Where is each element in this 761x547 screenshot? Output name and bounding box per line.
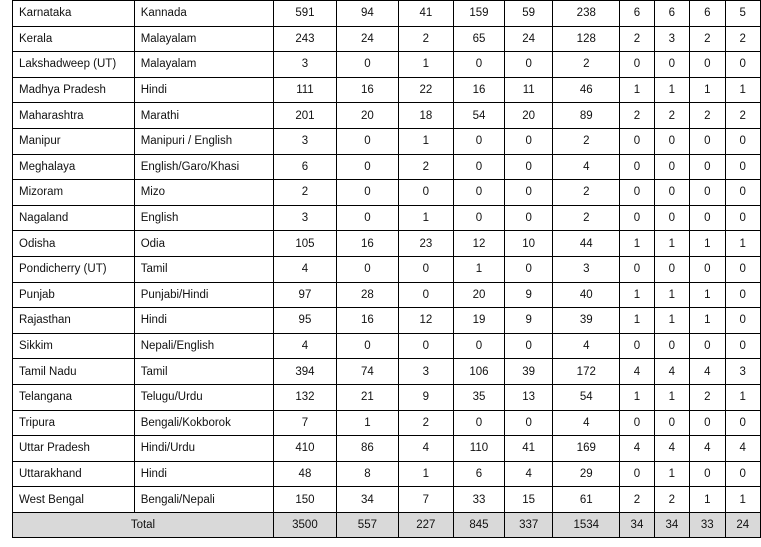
value-cell: 29 xyxy=(553,461,620,487)
language-cell: Hindi/Urdu xyxy=(134,436,273,462)
language-cell: Tamil xyxy=(134,359,273,385)
value-cell: 1 xyxy=(620,282,654,308)
value-cell: 0 xyxy=(654,154,689,180)
value-cell: 0 xyxy=(336,128,398,154)
language-cell: Hindi xyxy=(134,308,273,334)
table-row xyxy=(13,256,761,282)
language-cell: Bengali/Nepali xyxy=(134,487,273,513)
value-cell: 106 xyxy=(453,359,504,385)
value-cell: 0 xyxy=(690,154,725,180)
state-cell: Uttarakhand xyxy=(13,461,135,487)
state-cell: Uttar Pradesh xyxy=(13,436,135,462)
value-cell: 0 xyxy=(336,52,398,78)
value-cell: 1 xyxy=(654,231,689,257)
value-cell: 0 xyxy=(505,180,553,206)
value-cell: 2 xyxy=(553,128,620,154)
value-cell: 0 xyxy=(398,282,453,308)
value-cell: 0 xyxy=(690,333,725,359)
value-cell: 2 xyxy=(620,487,654,513)
total-value-cell: 33 xyxy=(690,512,725,538)
value-cell: 7 xyxy=(273,410,336,436)
language-cell: Bengali/Kokborok xyxy=(134,410,273,436)
value-cell: 97 xyxy=(273,282,336,308)
value-cell: 110 xyxy=(453,436,504,462)
value-cell: 243 xyxy=(273,26,336,52)
value-cell: 23 xyxy=(398,231,453,257)
value-cell: 34 xyxy=(336,487,398,513)
value-cell: 4 xyxy=(690,436,725,462)
value-cell: 201 xyxy=(273,103,336,129)
value-cell: 0 xyxy=(690,461,725,487)
value-cell: 0 xyxy=(620,333,654,359)
value-cell: 0 xyxy=(336,256,398,282)
value-cell: 0 xyxy=(654,52,689,78)
table-row xyxy=(13,333,761,359)
language-cell: Malayalam xyxy=(134,26,273,52)
value-cell: 2 xyxy=(273,180,336,206)
total-value-cell: 1534 xyxy=(553,512,620,538)
state-cell: Meghalaya xyxy=(13,154,135,180)
value-cell: 2 xyxy=(553,52,620,78)
table-row xyxy=(13,1,761,27)
state-cell: West Bengal xyxy=(13,487,135,513)
value-cell: 0 xyxy=(690,205,725,231)
value-cell: 3 xyxy=(725,359,760,385)
language-cell: Mizo xyxy=(134,180,273,206)
value-cell: 2 xyxy=(398,154,453,180)
value-cell: 0 xyxy=(725,333,760,359)
value-cell: 3 xyxy=(273,205,336,231)
total-label: Total xyxy=(13,512,274,538)
value-cell: 0 xyxy=(725,52,760,78)
table-row xyxy=(13,231,761,257)
table-row xyxy=(13,52,761,78)
value-cell: 0 xyxy=(398,333,453,359)
value-cell: 33 xyxy=(453,487,504,513)
value-cell: 132 xyxy=(273,384,336,410)
value-cell: 1 xyxy=(398,128,453,154)
table-row xyxy=(13,205,761,231)
total-value-cell: 227 xyxy=(398,512,453,538)
value-cell: 0 xyxy=(620,180,654,206)
state-cell: Tripura xyxy=(13,410,135,436)
state-cell: Rajasthan xyxy=(13,308,135,334)
value-cell: 4 xyxy=(273,256,336,282)
value-cell: 10 xyxy=(505,231,553,257)
value-cell: 6 xyxy=(690,1,725,27)
value-cell: 0 xyxy=(725,410,760,436)
value-cell: 48 xyxy=(273,461,336,487)
value-cell: 1 xyxy=(398,205,453,231)
value-cell: 0 xyxy=(725,461,760,487)
state-cell: Nagaland xyxy=(13,205,135,231)
value-cell: 6 xyxy=(273,154,336,180)
table-row xyxy=(13,436,761,462)
value-cell: 9 xyxy=(505,308,553,334)
value-cell: 16 xyxy=(336,231,398,257)
value-cell: 39 xyxy=(505,359,553,385)
value-cell: 1 xyxy=(453,256,504,282)
value-cell: 20 xyxy=(453,282,504,308)
value-cell: 18 xyxy=(398,103,453,129)
value-cell: 4 xyxy=(505,461,553,487)
value-cell: 0 xyxy=(453,333,504,359)
value-cell: 21 xyxy=(336,384,398,410)
state-cell: Lakshadweep (UT) xyxy=(13,52,135,78)
value-cell: 0 xyxy=(505,205,553,231)
value-cell: 0 xyxy=(398,256,453,282)
value-cell: 41 xyxy=(505,436,553,462)
value-cell: 2 xyxy=(654,103,689,129)
value-cell: 65 xyxy=(453,26,504,52)
value-cell: 12 xyxy=(453,231,504,257)
value-cell: 0 xyxy=(398,180,453,206)
table-row xyxy=(13,154,761,180)
value-cell: 0 xyxy=(654,410,689,436)
value-cell: 128 xyxy=(553,26,620,52)
state-cell: Maharashtra xyxy=(13,103,135,129)
state-cell: Odisha xyxy=(13,231,135,257)
value-cell: 15 xyxy=(505,487,553,513)
table-row xyxy=(13,77,761,103)
value-cell: 0 xyxy=(690,52,725,78)
value-cell: 35 xyxy=(453,384,504,410)
value-cell: 0 xyxy=(620,410,654,436)
value-cell: 16 xyxy=(336,308,398,334)
value-cell: 24 xyxy=(505,26,553,52)
table-row xyxy=(13,308,761,334)
value-cell: 2 xyxy=(553,205,620,231)
value-cell: 0 xyxy=(725,308,760,334)
value-cell: 4 xyxy=(553,154,620,180)
total-value-cell: 845 xyxy=(453,512,504,538)
value-cell: 4 xyxy=(725,436,760,462)
language-cell: Hindi xyxy=(134,461,273,487)
value-cell: 1 xyxy=(654,282,689,308)
value-cell: 159 xyxy=(453,1,504,27)
value-cell: 86 xyxy=(336,436,398,462)
value-cell: 0 xyxy=(453,410,504,436)
value-cell: 0 xyxy=(725,205,760,231)
value-cell: 0 xyxy=(505,52,553,78)
value-cell: 4 xyxy=(553,410,620,436)
value-cell: 0 xyxy=(654,256,689,282)
table-row xyxy=(13,461,761,487)
value-cell: 0 xyxy=(336,154,398,180)
language-cell: Odia xyxy=(134,231,273,257)
language-cell: Manipuri / English xyxy=(134,128,273,154)
table-row xyxy=(13,26,761,52)
value-cell: 4 xyxy=(654,359,689,385)
value-cell: 2 xyxy=(620,26,654,52)
value-cell: 1 xyxy=(725,487,760,513)
state-cell: Punjab xyxy=(13,282,135,308)
value-cell: 0 xyxy=(505,154,553,180)
value-cell: 20 xyxy=(505,103,553,129)
value-cell: 4 xyxy=(273,333,336,359)
value-cell: 0 xyxy=(620,461,654,487)
table-row xyxy=(13,410,761,436)
table-row xyxy=(13,103,761,129)
table-row xyxy=(13,128,761,154)
value-cell: 169 xyxy=(553,436,620,462)
value-cell: 59 xyxy=(505,1,553,27)
value-cell: 1 xyxy=(620,308,654,334)
value-cell: 0 xyxy=(453,52,504,78)
value-cell: 2 xyxy=(690,26,725,52)
value-cell: 2 xyxy=(553,180,620,206)
value-cell: 24 xyxy=(336,26,398,52)
state-cell: Telangana xyxy=(13,384,135,410)
total-value-cell: 34 xyxy=(620,512,654,538)
value-cell: 1 xyxy=(620,384,654,410)
value-cell: 40 xyxy=(553,282,620,308)
value-cell: 13 xyxy=(505,384,553,410)
value-cell: 0 xyxy=(505,128,553,154)
value-cell: 0 xyxy=(654,180,689,206)
value-cell: 0 xyxy=(654,333,689,359)
value-cell: 0 xyxy=(725,154,760,180)
table-row xyxy=(13,487,761,513)
value-cell: 1 xyxy=(654,384,689,410)
value-cell: 89 xyxy=(553,103,620,129)
language-cell: Kannada xyxy=(134,1,273,27)
language-cell: Hindi xyxy=(134,77,273,103)
value-cell: 11 xyxy=(505,77,553,103)
value-cell: 2 xyxy=(725,103,760,129)
total-value-cell: 24 xyxy=(725,512,760,538)
value-cell: 44 xyxy=(553,231,620,257)
value-cell: 9 xyxy=(398,384,453,410)
total-value-cell: 34 xyxy=(654,512,689,538)
state-cell: Mizoram xyxy=(13,180,135,206)
value-cell: 1 xyxy=(690,231,725,257)
value-cell: 0 xyxy=(336,205,398,231)
language-cell: English/Garo/Khasi xyxy=(134,154,273,180)
value-cell: 94 xyxy=(336,1,398,27)
value-cell: 1 xyxy=(398,461,453,487)
value-cell: 410 xyxy=(273,436,336,462)
value-cell: 0 xyxy=(620,52,654,78)
value-cell: 16 xyxy=(453,77,504,103)
value-cell: 2 xyxy=(690,384,725,410)
total-value-cell: 3500 xyxy=(273,512,336,538)
value-cell: 3 xyxy=(398,359,453,385)
value-cell: 394 xyxy=(273,359,336,385)
value-cell: 1 xyxy=(725,384,760,410)
value-cell: 4 xyxy=(553,333,620,359)
total-value-cell: 337 xyxy=(505,512,553,538)
value-cell: 0 xyxy=(690,180,725,206)
value-cell: 0 xyxy=(725,256,760,282)
table-row xyxy=(13,359,761,385)
value-cell: 54 xyxy=(453,103,504,129)
value-cell: 0 xyxy=(336,180,398,206)
value-cell: 2 xyxy=(398,26,453,52)
value-cell: 19 xyxy=(453,308,504,334)
table-body xyxy=(13,1,761,538)
value-cell: 2 xyxy=(398,410,453,436)
language-cell: Punjabi/Hindi xyxy=(134,282,273,308)
value-cell: 4 xyxy=(620,359,654,385)
value-cell: 6 xyxy=(620,1,654,27)
value-cell: 1 xyxy=(725,231,760,257)
value-cell: 1 xyxy=(690,282,725,308)
value-cell: 4 xyxy=(690,359,725,385)
value-cell: 1 xyxy=(620,77,654,103)
value-cell: 41 xyxy=(398,1,453,27)
value-cell: 0 xyxy=(725,180,760,206)
state-cell: Madhya Pradesh xyxy=(13,77,135,103)
value-cell: 0 xyxy=(505,256,553,282)
value-cell: 0 xyxy=(690,128,725,154)
value-cell: 1 xyxy=(620,231,654,257)
value-cell: 0 xyxy=(620,205,654,231)
value-cell: 0 xyxy=(620,256,654,282)
value-cell: 4 xyxy=(620,436,654,462)
state-cell: Sikkim xyxy=(13,333,135,359)
value-cell: 4 xyxy=(654,436,689,462)
value-cell: 1 xyxy=(690,308,725,334)
language-cell: English xyxy=(134,205,273,231)
value-cell: 39 xyxy=(553,308,620,334)
value-cell: 1 xyxy=(654,461,689,487)
value-cell: 1 xyxy=(398,52,453,78)
value-cell: 1 xyxy=(690,77,725,103)
value-cell: 0 xyxy=(336,333,398,359)
value-cell: 0 xyxy=(654,205,689,231)
state-cell: Karnataka xyxy=(13,1,135,27)
value-cell: 0 xyxy=(453,154,504,180)
value-cell: 3 xyxy=(273,128,336,154)
value-cell: 3 xyxy=(273,52,336,78)
value-cell: 1 xyxy=(654,308,689,334)
value-cell: 95 xyxy=(273,308,336,334)
state-language-table xyxy=(12,0,761,538)
total-row xyxy=(13,512,761,538)
language-cell: Nepali/English xyxy=(134,333,273,359)
language-cell: Tamil xyxy=(134,256,273,282)
value-cell: 0 xyxy=(453,205,504,231)
value-cell: 0 xyxy=(690,256,725,282)
value-cell: 12 xyxy=(398,308,453,334)
value-cell: 54 xyxy=(553,384,620,410)
value-cell: 111 xyxy=(273,77,336,103)
language-cell: Marathi xyxy=(134,103,273,129)
value-cell: 2 xyxy=(690,103,725,129)
value-cell: 2 xyxy=(620,103,654,129)
value-cell: 0 xyxy=(453,180,504,206)
state-cell: Tamil Nadu xyxy=(13,359,135,385)
value-cell: 0 xyxy=(620,128,654,154)
value-cell: 74 xyxy=(336,359,398,385)
value-cell: 0 xyxy=(690,410,725,436)
state-cell: Kerala xyxy=(13,26,135,52)
value-cell: 0 xyxy=(654,128,689,154)
table-row xyxy=(13,282,761,308)
value-cell: 0 xyxy=(725,282,760,308)
value-cell: 5 xyxy=(725,1,760,27)
state-cell: Manipur xyxy=(13,128,135,154)
value-cell: 2 xyxy=(725,26,760,52)
table-row xyxy=(13,180,761,206)
value-cell: 6 xyxy=(654,1,689,27)
value-cell: 3 xyxy=(654,26,689,52)
value-cell: 6 xyxy=(453,461,504,487)
value-cell: 28 xyxy=(336,282,398,308)
language-cell: Telugu/Urdu xyxy=(134,384,273,410)
value-cell: 7 xyxy=(398,487,453,513)
value-cell: 0 xyxy=(620,154,654,180)
value-cell: 1 xyxy=(336,410,398,436)
value-cell: 8 xyxy=(336,461,398,487)
value-cell: 0 xyxy=(505,410,553,436)
state-cell: Pondicherry (UT) xyxy=(13,256,135,282)
value-cell: 16 xyxy=(336,77,398,103)
total-value-cell: 557 xyxy=(336,512,398,538)
value-cell: 1 xyxy=(690,487,725,513)
table-row xyxy=(13,384,761,410)
value-cell: 0 xyxy=(725,128,760,154)
value-cell: 150 xyxy=(273,487,336,513)
value-cell: 22 xyxy=(398,77,453,103)
value-cell: 46 xyxy=(553,77,620,103)
language-cell: Malayalam xyxy=(134,52,273,78)
value-cell: 1 xyxy=(725,77,760,103)
value-cell: 0 xyxy=(453,128,504,154)
value-cell: 0 xyxy=(505,333,553,359)
value-cell: 105 xyxy=(273,231,336,257)
value-cell: 9 xyxy=(505,282,553,308)
value-cell: 61 xyxy=(553,487,620,513)
value-cell: 3 xyxy=(553,256,620,282)
value-cell: 238 xyxy=(553,1,620,27)
value-cell: 4 xyxy=(398,436,453,462)
value-cell: 20 xyxy=(336,103,398,129)
value-cell: 591 xyxy=(273,1,336,27)
value-cell: 2 xyxy=(654,487,689,513)
value-cell: 172 xyxy=(553,359,620,385)
value-cell: 1 xyxy=(654,77,689,103)
